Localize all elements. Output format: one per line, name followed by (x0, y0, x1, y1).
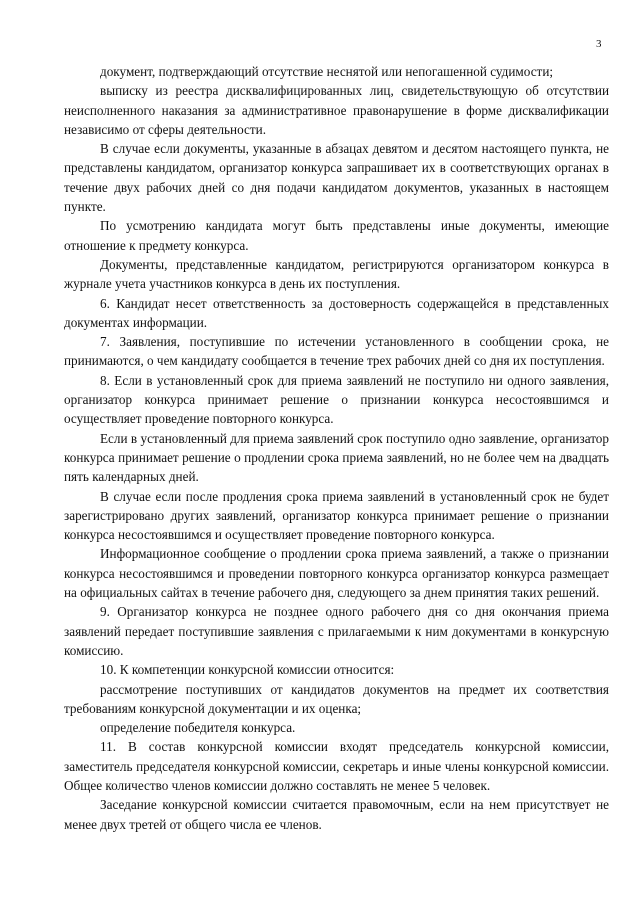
paragraph: В случае если документы, указанные в абзацах девятом и десятом настоящего пункта, не представлены кандидатом, организатор конкурса запрашивает их в соответствующих органах в течение двух рабочих дней со дня подачи кандидатом документов, указанных в настоящем пункте. (64, 141, 609, 215)
paragraph: Информационное сообщение о продлении срока приема заявлений, а также о признании конкурса несостоявшимся и проведении повторного конкурса организатор конкурса размещает на официальных сайтах в течение рабочего дня, следующего за днем принятия таких решений. (64, 546, 609, 601)
paragraph: 8. Если в установленный срок для приема заявлений не поступило ни одного заявления, организатор конкурса принимает решение о признании конкурса несостоявшимся и осуществляет проведение повторного конкурса. (64, 372, 609, 427)
page-number: 3 (596, 38, 602, 50)
document-body (64, 62, 609, 834)
paragraph: Документы, представленные кандидатом, регистрируются организатором конкурса в журнале учета участников конкурса в день их поступления. (64, 256, 609, 292)
paragraph: В случае если после продления срока приема заявлений в установленный срок не будет зарегистрировано других заявлений, организатор конкурса принимает решение о признании конкурса несостоявшимся и осуществляет проведение повторного конкурса. (64, 488, 609, 543)
paragraph: документ, подтверждающий отсутствие неснятой или непогашенной судимости; (100, 64, 554, 79)
paragraph: 9. Организатор конкурса не позднее одного рабочего дня со дня окончания приема заявлений передает поступившие заявления с прилагаемыми к ним документами в конкурсную комиссию. (64, 604, 609, 658)
paragraph: 6. Кандидат несет ответственность за достоверность содержащейся в представленных документах информации. (64, 295, 609, 330)
paragraph: выписку из реестра дисквалифицированных лиц, свидетельствующую об отсутствии неисполненного наказания за административное правонарушение в форме дисквалификации независимо от сферы деятельности. (64, 83, 609, 137)
paragraph: рассмотрение поступивших от кандидатов документов на предмет их соответствия требованиям конкурсной документации и их оценка; (64, 681, 609, 716)
paragraph: Если в установленный для приема заявлений срок поступило одно заявление, организатор конкурса принимает решение о продлении срока приема заявлений, но не более чем на двадцать пять календарных дней. (64, 430, 609, 485)
paragraph: Заседание конкурсной комиссии считается правомочным, если на нем присутствует не менее двух третей от общего числа ее членов. (64, 797, 609, 832)
paragraph: По усмотрению кандидата могут быть представлены иные документы, имеющие отношение к предмету конкурса. (64, 218, 609, 253)
paragraph: 11. В состав конкурсной комиссии входят председатель конкурсной комиссии, заместитель председателя конкурсной комиссии, секретарь и иные члены конкурсной комиссии. Общее количество членов комиссии должно составлять не менее 5 человек. (64, 739, 609, 793)
paragraph: 10. К компетенции конкурсной комиссии относится: (100, 662, 395, 678)
paragraph: определение победителя конкурса. (100, 720, 296, 736)
paragraph: 7. Заявления, поступившие по истечении установленного в сообщении срока, не принимаются, о чем кандидату сообщается в течение трех рабочих дней со дня их поступления. (64, 334, 609, 369)
